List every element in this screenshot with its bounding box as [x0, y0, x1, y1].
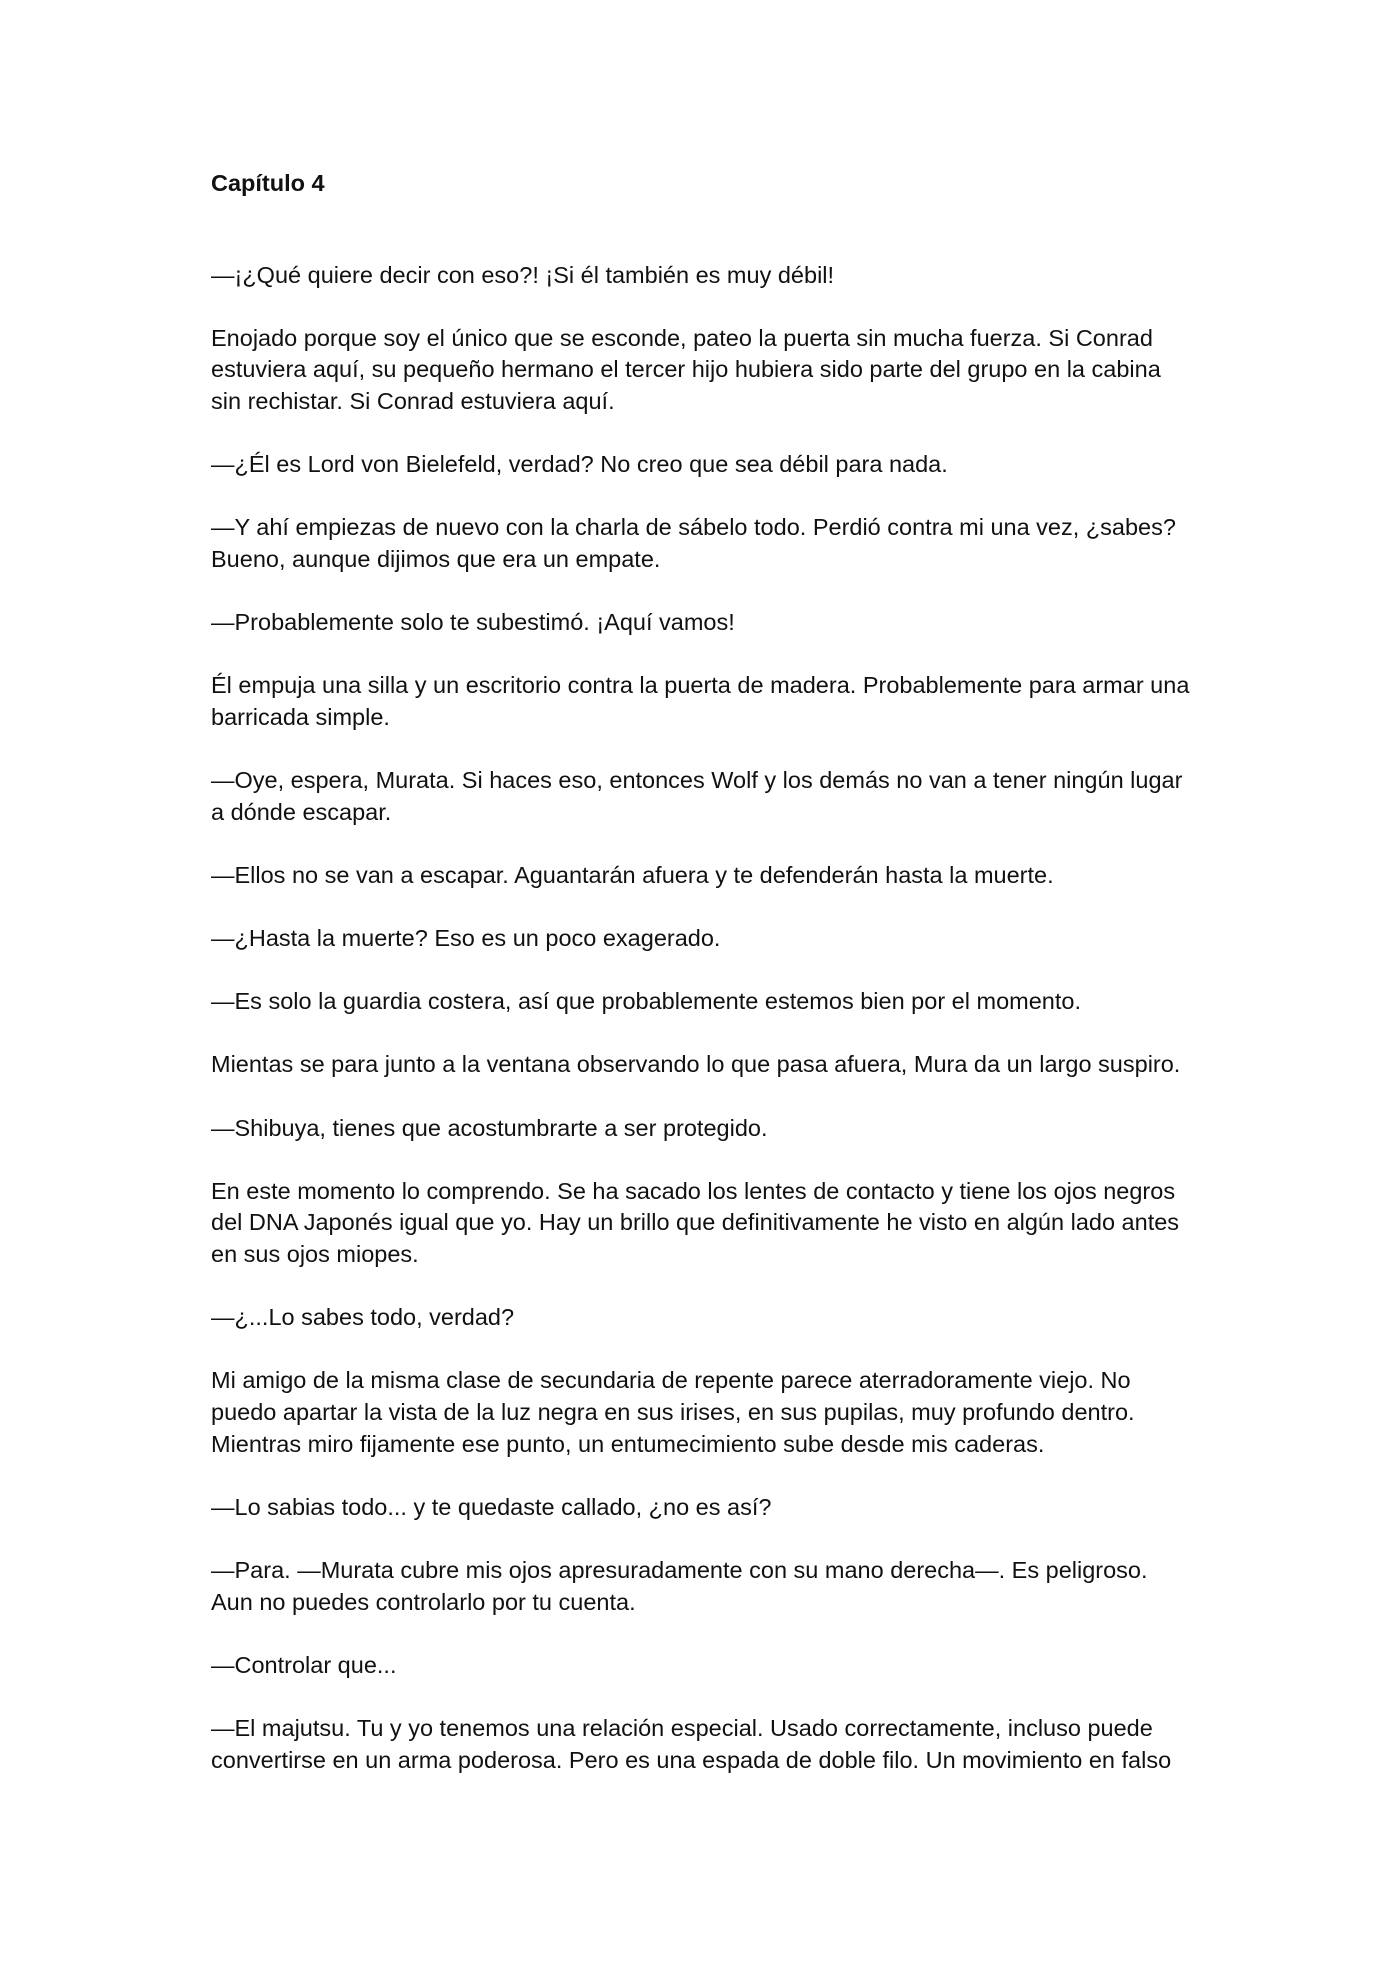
paragraph: —Probablemente solo te subestimó. ¡Aquí vamos!	[211, 609, 735, 636]
paragraph: Mi amigo de la misma clase de secundaria de repente parece aterradoramente viejo. No puedo apartar la vista de la luz negra en sus irises, en sus pupilas, muy profundo dentro. Mientras miro fijamente ese punto, un entumecimiento sube desde mis caderas.	[211, 1367, 1135, 1457]
paragraph: En este momento lo comprendo. Se ha sacado los lentes de contacto y tiene los ojos negros del DNA Japonés igual que yo. Hay un brillo que definitivamente he visto en algún lado antes en sus ojos miopes.	[211, 1177, 1180, 1267]
paragraph: —¿...Lo sabes todo, verdad?	[211, 1304, 515, 1331]
paragraph: —Para. —Murata cubre mis ojos apresuradamente con su mano derecha—. Es peligroso. Aun no puedes controlarlo por tu cuenta.	[211, 1556, 1148, 1615]
document-body	[211, 168, 1191, 1808]
paragraph: Él empuja una silla y un escritorio contra la puerta de madera. Probablemente para armar una barricada simple.	[211, 672, 1190, 730]
paragraph: —¡¿Qué quiere decir con eso?! ¡Si él también es muy débil!	[211, 261, 835, 288]
paragraph: —Y ahí empiezas de nuevo con la charla de sábelo todo. Perdió contra mi una vez, ¿sabes? Bueno, aunque dijimos que era un empate.	[211, 514, 1176, 572]
paragraph: —Lo sabias todo... y te quedaste callado, ¿no es así?	[211, 1493, 772, 1520]
paragraph: —El majutsu. Tu y yo tenemos una relación especial. Usado correctamente, incluso puede convertirse en un arma poderosa. Pero es una espada de doble filo. Un movimiento en falso	[211, 1714, 1172, 1773]
paragraph: —¿Él es Lord von Bielefeld, verdad? No creo que sea débil para nada.	[211, 451, 948, 478]
chapter-title: Capítulo 4	[211, 170, 325, 196]
paragraph: —Es solo la guardia costera, así que probablemente estemos bien por el momento.	[211, 988, 1081, 1015]
paragraph: —Controlar que...	[211, 1651, 397, 1678]
paragraph: Mientas se para junto a la ventana observando lo que pasa afuera, Mura da un largo suspiro.	[211, 1051, 1181, 1078]
paragraph: —¿Hasta la muerte? Eso es un poco exagerado.	[211, 925, 721, 952]
paragraph: —Shibuya, tienes que acostumbrarte a ser protegido.	[211, 1114, 768, 1141]
paragraph: Enojado porque soy el único que se esconde, pateo la puerta sin mucha fuerza. Si Conrad estuviera aquí, su pequeño hermano el tercer hijo hubiera sido parte del grupo en la cabina sin rechistar. Si Conrad estuviera aquí.	[211, 324, 1161, 414]
paragraph: —Oye, espera, Murata. Si haces eso, entonces Wolf y los demás no van a tener ningún lugar a dónde escapar.	[211, 767, 1183, 825]
paragraph: —Ellos no se van a escapar. Aguantarán afuera y te defenderán hasta la muerte.	[211, 861, 1054, 888]
